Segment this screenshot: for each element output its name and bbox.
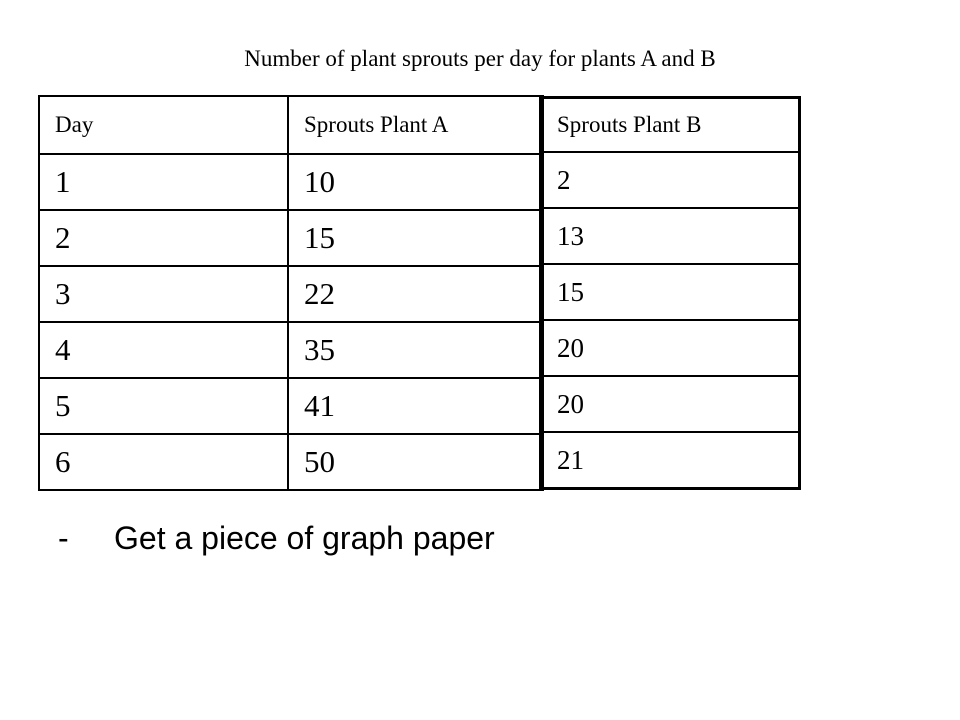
header-day: Day <box>39 96 288 154</box>
table-row <box>39 266 543 322</box>
table-row <box>541 208 800 264</box>
header-sprouts-plant-b: Sprouts Plant B <box>541 98 800 153</box>
sprouts-b-cell: 20 <box>541 376 800 432</box>
sprouts-a-cell: 35 <box>288 322 543 378</box>
sprouts-a-cell: 10 <box>288 154 543 210</box>
day-cell: 6 <box>39 434 288 490</box>
slide-title: Number of plant sprouts per day for plants A and B <box>244 46 716 71</box>
table-row <box>541 432 800 489</box>
table-row <box>39 322 543 378</box>
sprouts-b-cell: 20 <box>541 320 800 376</box>
day-cell: 4 <box>39 322 288 378</box>
sprouts-table-b <box>539 96 801 490</box>
table-row <box>541 152 800 208</box>
day-cell: 1 <box>39 154 288 210</box>
sprouts-a-cell: 22 <box>288 266 543 322</box>
instruction-bullet <box>58 518 495 558</box>
table-row <box>39 434 543 490</box>
sprouts-table-a <box>38 95 544 491</box>
table-row <box>39 154 543 210</box>
table-row <box>541 376 800 432</box>
sprouts-a-cell: 41 <box>288 378 543 434</box>
sprouts-b-cell: 13 <box>541 208 800 264</box>
table-header-row <box>541 98 800 153</box>
table-header-row <box>39 96 543 154</box>
day-cell: 5 <box>39 378 288 434</box>
table-row <box>541 264 800 320</box>
sprouts-b-cell: 21 <box>541 432 800 489</box>
sprouts-a-cell: 50 <box>288 434 543 490</box>
header-sprouts-plant-a: Sprouts Plant A <box>288 96 543 154</box>
sprouts-b-cell: 2 <box>541 152 800 208</box>
bullet-text: Get a piece of graph paper <box>114 520 495 556</box>
day-cell: 2 <box>39 210 288 266</box>
sprouts-b-cell: 15 <box>541 264 800 320</box>
table-row <box>39 378 543 434</box>
bullet-marker: - <box>58 520 69 556</box>
table-row <box>541 320 800 376</box>
day-cell: 3 <box>39 266 288 322</box>
sprouts-a-cell: 15 <box>288 210 543 266</box>
table-row <box>39 210 543 266</box>
